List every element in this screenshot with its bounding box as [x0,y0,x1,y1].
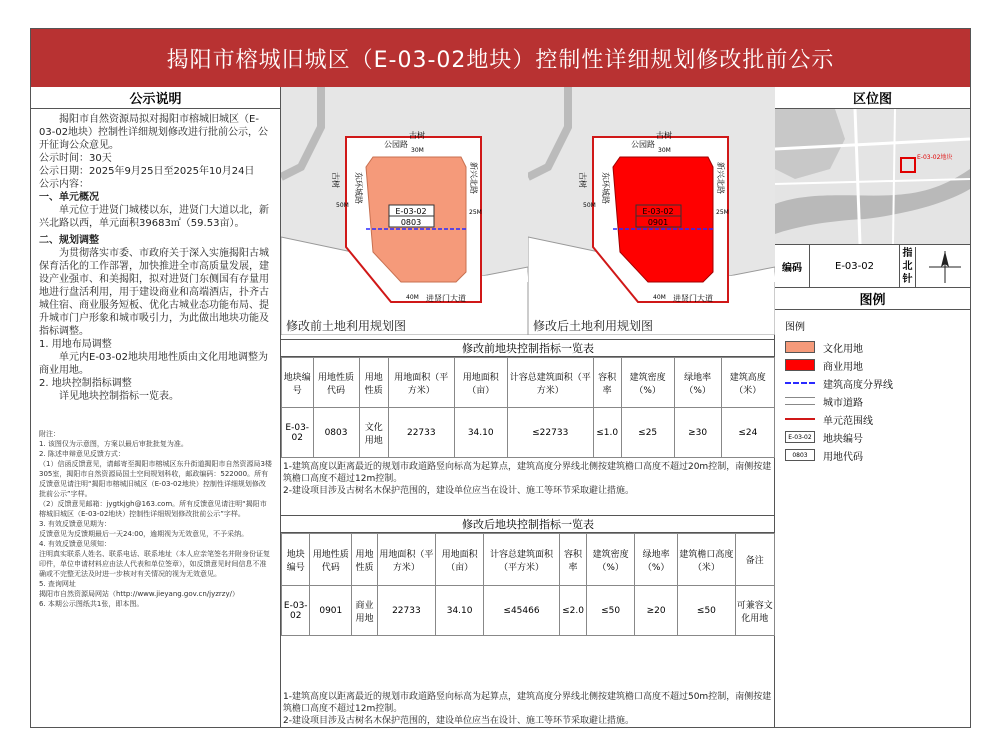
table-before-notes [283,461,773,497]
note-line: 2-建设项目涉及古树名木保护范围的，建设单位应当在设计、施工等环节采取避让措施。 [283,486,634,496]
note-line: （1）信函反馈意见，请邮寄至揭阳市榕城区东升街道揭阳市自然资源局3楼305室，揭阳市自然资源局国土空间规划科收，邮政编码：522000。所有反馈意见请注明“揭阳市榕城旧城区（E-03-02地块）控制性详细规划修改批前公示”字样。 [39,460,272,498]
page-title: 揭阳市榕城旧城区（E-03-02地块）控制性详细规划修改批前公示 [31,29,970,87]
legend-label: 地块编号 [823,433,863,445]
code-row [775,244,970,288]
location-label: E-03-02地块 [917,154,953,161]
notice-date: 公示日期：2025年9月25日至2025年10月24日 [39,166,255,177]
swatch-height-line [785,382,815,384]
swatch-road [785,397,815,405]
td-cell: ≤45466 [484,586,560,636]
td-cell: E-03-02 [282,408,314,458]
th-cell: 容积率 [593,358,621,408]
note-line: 5. 查询网址 [39,580,76,588]
legend-subtitle: 图例 [785,322,805,333]
code-value: E-03-02 [810,245,900,287]
td-cell: ≤50 [587,586,635,636]
notice-intro: 揭阳市自然资源局拟对揭阳市榕城旧城区（E-03-02地块）控制性详细规划修改进行批前公示，公开征询公众意见。 [39,114,269,151]
legend-label: 文化用地 [823,343,863,355]
swatch-block-code: E-03-02 [785,431,815,443]
map-before-svg [281,87,528,335]
td-cell: ≥30 [674,408,721,458]
td-cell: ≤2.0 [559,586,586,636]
td-cell: ≤25 [621,408,674,458]
legend-label: 用地代码 [823,451,863,463]
table-before-title: 修改前地块控制指标一览表 [281,339,775,357]
th-cell: 建筑密度（%） [587,534,635,586]
after-w40: 40M [653,294,666,301]
td-cell: 22733 [377,586,435,636]
notice-title: 公示说明 [31,87,280,109]
after-w30: 30M [658,147,671,154]
td-cell: ≤24 [721,408,774,458]
th-cell: 绿地率（%） [635,534,678,586]
before-tree-left: 古树 [331,172,340,188]
after-tree-left: 古树 [578,172,587,188]
notice-time: 公示时间：30天 [39,153,112,164]
table-row [282,586,775,636]
table-before [281,357,775,458]
th-cell: 用地性质代码 [310,534,352,586]
after-road-top: 公园路 [631,140,655,149]
table-header-row [282,534,775,586]
th-cell: 建筑密度（%） [621,358,674,408]
note-line: 注明真实联系人姓名、联系电话、联系地址（本人应亲笔签名并附身份证复印件，单位申请材料应由法人代表和单位签章），如反馈意见时间信息不准确或不完整无法及时进一步核对有关情况的视为无效意见。 [39,550,270,578]
td-cell: 34.10 [454,408,507,458]
before-road-top: 公园路 [384,140,408,149]
legend-label: 城市道路 [823,397,863,409]
location-map-svg [775,109,970,244]
before-w30: 30M [411,147,424,154]
td-cell: 文化用地 [359,408,388,458]
td-cell: 22733 [389,408,455,458]
section-1-title: 一、单元概况 [39,192,99,203]
th-cell: 绿地率（%） [674,358,721,408]
note-line: 1. 该图仅为示意图，方案以最后审批批复为准。 [39,440,188,448]
th-cell: 用地面积（平方米） [377,534,435,586]
legend-label: 单元范围线 [823,415,873,427]
td-cell: ≥20 [635,586,678,636]
th-cell: 建筑高度（米） [721,358,774,408]
note-line: 1-建筑高度以距离最近的规划市政道路竖向标高为起算点，建筑高度分界线北侧按建筑檐口高度不超过50m控制，南侧按建筑檐口高度不超过12m控制。 [283,692,772,714]
th-cell: 用地性质 [352,534,378,586]
note-line: 反馈意见为反馈期最后一天24:00，逾期视为无效意见，不予采纳。 [39,530,249,538]
location-map [775,109,970,244]
td-cell: 可兼容文化用地 [735,586,774,636]
drawing-frame [30,28,971,728]
legend-item [785,429,960,445]
swatch-culture [785,341,815,353]
td-cell: 商业用地 [352,586,378,636]
legend-label: 商业用地 [823,361,863,373]
table-row [282,408,775,458]
th-cell: 地块编号 [282,358,314,408]
td-cell: 0901 [310,586,352,636]
before-w40: 40M [406,294,419,301]
th-cell: 用地面积（平方米） [389,358,455,408]
section-2-1-title: 1. 用地布局调整 [39,339,112,350]
code-label: 编码 [775,245,810,287]
th-cell: 用地面积（亩） [435,534,483,586]
before-tree-top: 古树 [409,131,425,140]
map-before-caption: 修改前土地利用规划图 [286,319,407,333]
north-arrow-icon [925,249,965,285]
table-header-row [282,358,775,408]
note-line: 2. 陈述申辩意见反馈方式： [39,450,125,458]
td-cell: 34.10 [435,586,483,636]
north-label: 指北针 [900,247,916,287]
map-before [281,87,528,335]
td-cell: ≤22733 [507,408,593,458]
table-after-notes [283,691,773,727]
note-line: 4. 有效反馈意见须知： [39,540,111,548]
legend-item [785,447,960,463]
section-2-2-title: 2. 地块控制指标调整 [39,378,132,389]
maps-and-tables [281,87,775,727]
swatch-land-code: 0803 [785,449,815,461]
th-cell: 容积率 [559,534,586,586]
td-cell: ≤50 [678,586,735,636]
before-w50: 50M [336,202,349,209]
th-cell: 地块编号 [282,534,310,586]
table-after-title: 修改后地块控制指标一览表 [281,515,775,533]
before-land-code: 0803 [400,218,422,227]
notice-panel [31,87,281,727]
legend [775,312,970,471]
td-cell: 0803 [313,408,359,458]
legend-item [785,339,960,355]
th-cell: 建筑檐口高度（米） [678,534,735,586]
table-after [281,533,775,636]
legend-title: 图例 [775,288,970,310]
after-road-bottom: 进贤门大道 [673,294,713,303]
note-line: 2-建设项目涉及古树名木保护范围的，建设单位应当在设计、施工等环节采取避让措施。 [283,716,634,726]
th-cell: 计容总建筑面积（平方米） [484,534,560,586]
notes-block [39,429,272,609]
th-cell: 用地性质代码 [313,358,359,408]
section-1-text: 单元位于进贤门城楼以东，进贤门大道以北，新兴北路以西，单元面积39683㎡（59.53亩）。 [39,205,269,229]
note-line: 3. 有效反馈意见期为： [39,520,111,528]
swatch-boundary [785,418,815,420]
th-cell: 计容总建筑面积（平方米） [507,358,593,408]
legend-label: 建筑高度分界线 [823,379,893,391]
note-line: 附注： [39,430,60,438]
after-w50: 50M [583,202,596,209]
notice-body [31,109,280,613]
swatch-commercial [785,359,815,371]
legend-item [785,357,960,373]
legend-item [785,411,960,427]
after-block-code: E-03-02 [642,207,674,216]
legend-item [785,375,960,391]
notice-content-label: 公示内容： [39,179,89,190]
section-2-1-text: 单元内E-03-02地块用地性质由文化用地调整为商业用地。 [39,352,268,376]
map-after-svg [528,87,775,335]
note-line: 6. 本期公示图纸共1张，即本图。 [39,600,144,608]
note-line: 揭阳市自然资源局网站（http://www.jieyang.gov.cn/jyzrzy/） [39,590,239,598]
before-road-left: 东环城路 [354,172,363,204]
after-land-code: 0901 [647,218,669,227]
td-cell: ≤1.0 [593,408,621,458]
after-road-right: 新兴北路 [716,162,725,194]
note-line: （2）反馈意见邮箱：jygtkjgh@163.com。所有反馈意见请注明“揭阳市榕城旧城区（E-03-02地块）控制性详细规划修改批前公示”字样。 [39,500,267,518]
map-after [528,87,775,335]
note-line: 1-建筑高度以距离最近的规划市政道路竖向标高为起算点，建筑高度分界线北侧按建筑檐口高度不超过20m控制，南侧按建筑檐口高度不超过12m控制。 [283,462,772,484]
before-w25: 25M [469,209,482,216]
before-road-right: 新兴北路 [469,162,478,194]
section-2-2-text: 详见地块控制指标一览表。 [59,391,179,402]
before-road-bottom: 进贤门大道 [426,294,466,303]
th-cell: 用地性质 [359,358,388,408]
section-2-title: 二、规划调整 [39,235,99,246]
td-cell: E-03-02 [282,586,310,636]
after-tree-top: 古树 [656,131,672,140]
th-cell: 备注 [735,534,774,586]
th-cell: 用地面积（亩） [454,358,507,408]
before-block-code: E-03-02 [395,207,427,216]
legend-item [785,393,960,409]
map-after-caption: 修改后土地利用规划图 [533,319,654,333]
location-title: 区位图 [775,87,970,109]
after-road-left: 东环城路 [601,172,610,204]
section-2-text: 为贯彻落实市委、市政府关于深入实施揭阳古城保育活化的工作部署，加快推进全市高质量发展，建设产业强市、和美揭阳，拟对进贤门东侧国有存量用地进行盘活利用，用于建设商业和高端酒店，扑齐古城住宿、商业服务短板、优化古城业态功能布局、提升城市门户形象和城市吸引力，为此做出地块功能及指标调整。 [39,248,269,337]
location-panel [775,87,970,727]
after-w25: 25M [716,209,729,216]
